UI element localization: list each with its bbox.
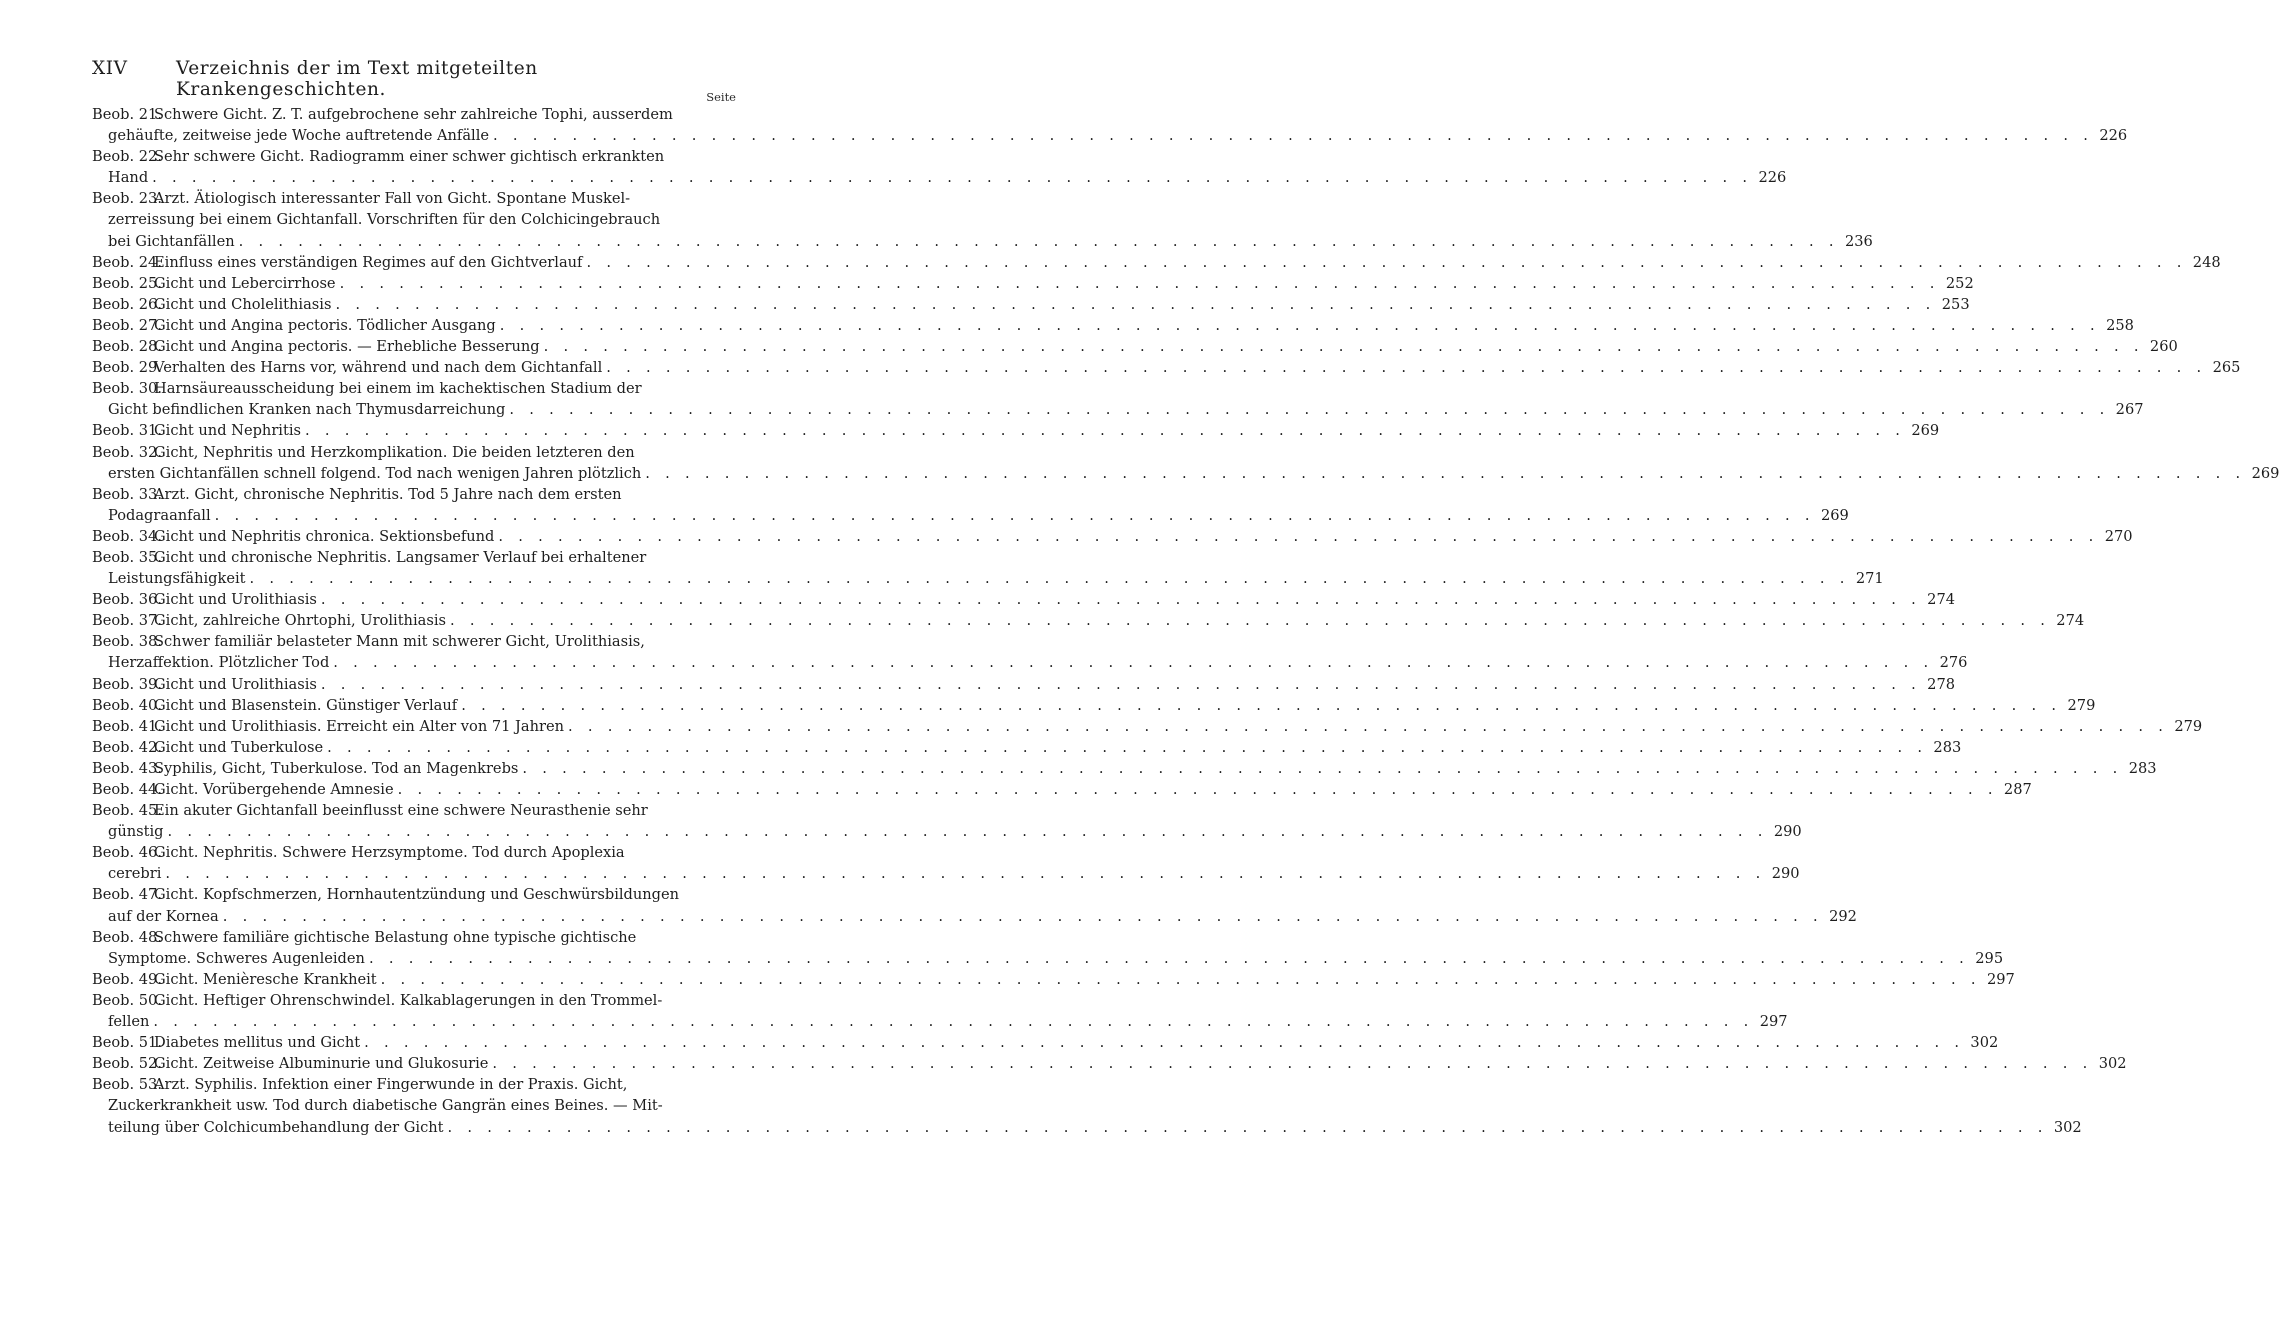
- entry-line: [92, 716, 2203, 737]
- page-reference: 274: [1927, 591, 1956, 609]
- dot-leader: [540, 336, 2144, 357]
- case-description: Podagraanfall: [108, 506, 211, 524]
- case-number: Beob. 42.: [92, 738, 162, 756]
- entry-line: [92, 1095, 740, 1116]
- case-description: Ein akuter Gichtanfall beeinflusst eine schwere Neurasthenie sehr: [154, 802, 648, 820]
- dot-leader: [518, 758, 2122, 779]
- page-reference: 279: [2174, 717, 2203, 735]
- entry-line: [92, 652, 1968, 673]
- page-reference: 252: [1945, 274, 1974, 292]
- case-description: Gicht. Nephritis. Schwere Herzsymptome. Tod durch Apoplexia: [154, 844, 625, 862]
- dot-leader: [246, 568, 1850, 589]
- case-entry: [92, 357, 2241, 378]
- case-entry: [92, 378, 2144, 420]
- entry-line-body: [92, 674, 317, 695]
- entry-line: [92, 294, 1970, 315]
- case-number: Beob. 31.: [92, 422, 162, 440]
- case-number: Beob. 53.: [92, 1076, 162, 1094]
- dot-leader: [331, 294, 1935, 315]
- entry-line: [92, 526, 2133, 547]
- entry-line-body: [108, 1011, 149, 1032]
- case-description: Gicht. Vorübergehende Amnesie: [154, 781, 394, 798]
- case-description: Gicht und Urolithiasis: [154, 591, 317, 609]
- page-reference: 287: [2003, 781, 2032, 798]
- entry-line: [92, 273, 1974, 294]
- case-number: Beob. 24.: [92, 253, 162, 271]
- dot-leader: [336, 273, 1940, 294]
- case-description: Schwere Gicht. Z. T. aufgebrochene sehr zahlreiche Tophi, ausserdem: [154, 106, 673, 123]
- entry-line: [92, 399, 2144, 420]
- case-description: Schwer familiär belasteter Mann mit schwerer Gicht, Urolithiasis,: [154, 633, 645, 651]
- entry-line: [92, 821, 1802, 842]
- dot-leader: [235, 231, 1839, 252]
- entry-line-body: [108, 1117, 444, 1138]
- entry-line: [92, 779, 2032, 800]
- entry-line-body: [92, 315, 496, 336]
- page-reference: 236: [1844, 232, 1873, 250]
- entry-line-body: [108, 821, 164, 842]
- case-number: Beob. 45.: [92, 802, 162, 820]
- page-reference: 269: [1911, 422, 1940, 440]
- case-description: auf der Kornea: [108, 907, 219, 925]
- case-number: Beob. 30.: [92, 380, 162, 398]
- page-reference: 271: [1855, 570, 1884, 588]
- case-description: Gicht und Lebercirrhose: [154, 274, 336, 292]
- case-description: bei Gichtanfällen: [108, 232, 235, 250]
- case-number: Beob. 47.: [92, 886, 162, 904]
- case-entry: [92, 779, 2032, 800]
- case-entry: [92, 273, 1974, 294]
- dot-leader: [329, 652, 1933, 673]
- entry-line: [92, 167, 1787, 188]
- entry-line: [92, 589, 1956, 610]
- page-reference: 270: [2104, 527, 2133, 545]
- case-description: Hand: [108, 169, 149, 187]
- page-reference: 265: [2212, 359, 2241, 377]
- case-number: Beob. 39.: [92, 675, 162, 693]
- page-reference: 258: [2106, 316, 2134, 334]
- entry-line: [92, 420, 1940, 441]
- entry-line: [92, 231, 1873, 252]
- page-reference: 283: [1933, 738, 1962, 756]
- entry-line-body: [92, 357, 602, 378]
- dot-leader: [488, 1053, 2092, 1074]
- dot-leader: [394, 779, 1998, 800]
- entry-line-body: [108, 652, 329, 673]
- entry-line: [92, 125, 2128, 146]
- entry-line: [92, 906, 1857, 927]
- case-number: Beob. 33.: [92, 485, 162, 503]
- entry-line: [92, 674, 1956, 695]
- dot-leader: [317, 589, 1921, 610]
- dot-leader: [494, 526, 2098, 547]
- case-number: Beob. 23.: [92, 190, 162, 208]
- dot-leader: [161, 863, 1765, 884]
- dot-leader: [444, 1117, 2048, 1138]
- case-number: Beob. 43.: [92, 759, 162, 777]
- entry-line-body: [108, 948, 365, 969]
- entry-line: [92, 758, 2157, 779]
- entry-line-body: [92, 716, 564, 737]
- case-description: Gicht und Blasenstein. Günstiger Verlauf: [154, 696, 458, 714]
- dot-leader: [164, 821, 1768, 842]
- entry-line-body: [92, 758, 518, 779]
- dot-leader: [496, 315, 2100, 336]
- entry-line: [92, 969, 2015, 990]
- entry-line: [92, 1053, 2127, 1074]
- case-number: Beob. 37.: [92, 612, 162, 630]
- case-entry: [92, 610, 2085, 631]
- dot-leader: [505, 399, 2109, 420]
- case-number: Beob. 28.: [92, 338, 162, 356]
- entry-line-body: [92, 589, 317, 610]
- case-description: cerebri: [108, 865, 162, 883]
- case-number: Beob. 25.: [92, 274, 162, 292]
- entry-line: [92, 547, 740, 568]
- case-entry: [92, 758, 2157, 779]
- case-description: Gicht und Angina pectoris. Tödlicher Ausgang: [154, 316, 496, 334]
- case-entry: [92, 716, 2203, 737]
- case-entry: [92, 336, 2178, 357]
- page-reference: 297: [1986, 970, 2015, 988]
- entry-line-body: [108, 863, 161, 884]
- entry-line-body: [108, 568, 246, 589]
- entry-line: [92, 927, 740, 948]
- case-description: Gicht und Tuberkulose: [154, 738, 324, 756]
- page-reference: 276: [1939, 654, 1968, 672]
- entry-line-body: [92, 1053, 488, 1074]
- case-description: teilung über Colchicumbehandlung der Gicht: [108, 1118, 444, 1136]
- entry-line: [92, 631, 740, 652]
- case-number: Beob. 22.: [92, 148, 162, 166]
- case-description: Gicht und Urolithiasis. Erreicht ein Alter von 71 Jahren: [154, 717, 565, 735]
- case-number: Beob. 29.: [92, 359, 162, 377]
- case-description: Gicht und Nephritis: [154, 422, 301, 440]
- entry-line-body: [92, 273, 336, 294]
- page-reference: 302: [2098, 1055, 2127, 1073]
- dot-leader: [377, 969, 1981, 990]
- page-reference: 283: [2128, 759, 2157, 777]
- case-entry: [92, 1074, 2082, 1137]
- case-description: Gicht befindlichen Kranken nach Thymusdarreichung: [108, 401, 506, 419]
- entry-line: [92, 484, 740, 505]
- page-reference: 267: [2115, 401, 2144, 419]
- case-description: Symptome. Schweres Augenleiden: [108, 949, 365, 967]
- case-entry: [92, 589, 1956, 610]
- page-reference: 278: [1927, 675, 1956, 693]
- case-number: Beob. 49.: [92, 970, 162, 988]
- case-description: Gicht. Heftiger Ohrenschwindel. Kalkablagerungen in den Trommel-: [154, 991, 663, 1009]
- case-number: Beob. 26.: [92, 295, 162, 313]
- entry-line-body: [108, 505, 211, 526]
- entry-line-body: [92, 526, 494, 547]
- page-reference: 274: [2056, 612, 2085, 630]
- page-reference: 279: [2067, 696, 2096, 714]
- page-reference: 248: [2192, 253, 2221, 271]
- case-description: Arzt. Gicht, chronische Nephritis. Tod 5 Jahre nach dem ersten: [154, 485, 622, 503]
- case-number: Beob. 50.: [92, 991, 162, 1009]
- entry-line: [92, 737, 1962, 758]
- case-description: Gicht und chronische Nephritis. Langsamer Verlauf bei erhaltener: [154, 548, 647, 566]
- case-entry: [92, 547, 1884, 589]
- entry-line-body: [92, 969, 377, 990]
- case-entry: [92, 842, 1800, 884]
- case-entry: [92, 1032, 1999, 1053]
- page-reference: 269: [1820, 506, 1849, 524]
- dot-leader: [457, 695, 2061, 716]
- entry-line-body: [92, 779, 394, 800]
- entry-line: [92, 209, 740, 230]
- entry-line-body: [92, 1032, 360, 1053]
- case-entry: [92, 294, 1970, 315]
- page-title: Verzeichnis der im Text mitgeteilten Krankengeschichten.: [176, 58, 538, 100]
- case-number: Beob. 52.: [92, 1055, 162, 1073]
- case-number: Beob. 48.: [92, 928, 162, 946]
- case-description: Harnsäureausscheidung bei einem im kachektischen Stadium der: [154, 380, 642, 398]
- page-reference: 295: [1975, 949, 2004, 967]
- case-entry: [92, 188, 1873, 251]
- case-list: [92, 104, 2279, 1138]
- case-number: Beob. 32.: [92, 443, 162, 461]
- case-description: Arzt. Ätiologisch interessanter Fall von Gicht. Spontane Muskel-: [154, 190, 631, 208]
- case-number: Beob. 27.: [92, 316, 162, 334]
- dot-leader: [149, 1011, 1753, 1032]
- case-description: Gicht und Urolithiasis: [154, 675, 317, 693]
- case-description: Schwere familiäre gichtische Belastung ohne typische gichtische: [154, 928, 637, 946]
- case-entry: [92, 884, 1857, 926]
- entry-line: [92, 378, 740, 399]
- case-entry: [92, 484, 1849, 526]
- dot-leader: [582, 252, 2186, 273]
- case-description: Gicht, Nephritis und Herzkomplikation. Die beiden letzteren den: [154, 443, 635, 461]
- entry-line: [92, 336, 2178, 357]
- case-description: Gicht und Nephritis chronica. Sektionsbefund: [154, 527, 495, 545]
- dot-leader: [148, 167, 1752, 188]
- dot-leader: [211, 505, 1815, 526]
- case-description: ersten Gichtanfällen schnell folgend. Tod nach wenigen Jahren plötzlich: [108, 464, 642, 482]
- entry-line: [92, 990, 740, 1011]
- case-entry: [92, 315, 2134, 336]
- case-number: Beob. 34.: [92, 527, 162, 545]
- entry-line: [92, 1117, 2082, 1138]
- case-number: Beob. 38.: [92, 633, 162, 651]
- page-reference: 269: [2251, 464, 2279, 482]
- case-entry: [92, 420, 1940, 441]
- entry-line: [92, 1074, 740, 1095]
- page-column-label: Seite: [706, 90, 736, 104]
- entry-line: [92, 252, 2221, 273]
- page-reference: 226: [1758, 169, 1787, 187]
- case-entry: [92, 631, 1968, 673]
- dot-leader: [489, 125, 2093, 146]
- case-description: Herzaffektion. Plötzlicher Tod: [108, 654, 330, 672]
- entry-line-body: [92, 695, 457, 716]
- entry-line: [92, 568, 1884, 589]
- case-entry: [92, 104, 2128, 146]
- entry-line-body: [108, 231, 235, 252]
- case-number: Beob. 41.: [92, 717, 162, 735]
- page-reference: 297: [1759, 1013, 1788, 1031]
- case-entry: [92, 146, 1787, 188]
- dot-leader: [360, 1032, 1964, 1053]
- case-description: Zuckerkrankheit usw. Tod durch diabetische Gangrän eines Beines. — Mit-: [108, 1097, 663, 1115]
- dot-leader: [301, 420, 1905, 441]
- entry-line: [92, 104, 740, 125]
- entry-line: [92, 884, 740, 905]
- entry-line: [92, 315, 2134, 336]
- entry-line-body: [92, 420, 301, 441]
- case-number: Beob. 46.: [92, 844, 162, 862]
- case-entry: [92, 442, 2279, 484]
- case-description: Diabetes mellitus und Gicht: [154, 1034, 361, 1052]
- page-reference: 292: [1829, 907, 1857, 925]
- case-entry: [92, 927, 2004, 969]
- entry-line: [92, 442, 740, 463]
- dot-leader: [641, 463, 2245, 484]
- case-entry: [92, 969, 2015, 990]
- entry-line-body: [108, 125, 489, 146]
- case-number: Beob. 36.: [92, 591, 162, 609]
- case-description: günstig: [108, 823, 164, 841]
- case-description: Gicht und Cholelithiasis: [154, 295, 332, 313]
- case-entry: [92, 252, 2221, 273]
- entry-line: [92, 357, 2241, 378]
- case-description: Leistungsfähigkeit: [108, 570, 246, 588]
- case-number: Beob. 40.: [92, 696, 162, 714]
- case-number: Beob. 35.: [92, 548, 162, 566]
- dot-leader: [602, 357, 2206, 378]
- page-reference: 260: [2149, 338, 2178, 356]
- entry-line-body: [92, 737, 323, 758]
- entry-line-body: [92, 336, 540, 357]
- case-description: Gicht und Angina pectoris. — Erhebliche Besserung: [154, 338, 540, 356]
- entry-line: [92, 463, 2279, 484]
- case-description: Einfluss eines verständigen Regimes auf den Gichtverlauf: [154, 253, 583, 271]
- entry-line: [92, 863, 1800, 884]
- case-entry: [92, 737, 1962, 758]
- entry-line-body: [108, 463, 641, 484]
- case-description: Verhalten des Harns vor, während und nach dem Gichtanfall: [154, 359, 603, 377]
- case-entry: [92, 1053, 2127, 1074]
- case-description: Gicht, zahlreiche Ohrtophi, Urolithiasis: [154, 612, 446, 630]
- dot-leader: [365, 948, 1969, 969]
- page-reference: 253: [1941, 295, 1970, 313]
- case-description: Gicht. Menièresche Krankheit: [154, 970, 377, 988]
- case-description: gehäufte, zeitweise jede Woche auftretende Anfälle: [108, 127, 490, 145]
- case-entry: [92, 990, 1788, 1032]
- case-entry: [92, 800, 1802, 842]
- dot-leader: [219, 906, 1823, 927]
- entry-line: [92, 610, 2085, 631]
- dot-leader: [446, 610, 2050, 631]
- case-description: Gicht. Kopfschmerzen, Hornhautentzündung und Geschwürsbildungen: [154, 886, 680, 904]
- case-description: zerreissung bei einem Gichtanfall. Vorschriften für den Colchicingebrauch: [108, 211, 661, 229]
- entry-line-body: [108, 399, 505, 420]
- dot-leader: [323, 737, 1927, 758]
- case-description: Syphilis, Gicht, Tuberkulose. Tod an Magenkrebs: [154, 759, 519, 777]
- page-reference: 290: [1773, 823, 1802, 841]
- entry-line: [92, 505, 1849, 526]
- entry-line: [92, 188, 740, 209]
- case-number: Beob. 44.: [92, 781, 162, 798]
- case-description: Sehr schwere Gicht. Radiogramm einer schwer gichtisch erkrankten: [154, 148, 665, 166]
- dot-leader: [317, 674, 1921, 695]
- case-number: Beob. 51.: [92, 1034, 162, 1052]
- case-entry: [92, 695, 2096, 716]
- page-number: XIV: [92, 58, 128, 79]
- page-reference: 302: [2053, 1118, 2082, 1136]
- page-reference: 302: [1970, 1034, 1999, 1052]
- entry-line: [92, 842, 740, 863]
- dot-leader: [564, 716, 2168, 737]
- entry-line: [92, 1032, 1999, 1053]
- entry-line-body: [108, 906, 219, 927]
- entry-line: [92, 146, 740, 167]
- entry-line-body: [92, 294, 331, 315]
- entry-line-body: [92, 610, 446, 631]
- entry-line: [92, 695, 2096, 716]
- case-entry: [92, 674, 1956, 695]
- entry-line: [92, 948, 2004, 969]
- entry-line-body: [108, 167, 148, 188]
- entry-line: [92, 1011, 1788, 1032]
- case-entry: [92, 526, 2133, 547]
- case-number: Beob. 21.: [92, 106, 162, 123]
- case-description: Gicht. Zeitweise Albuminurie und Glukosurie: [154, 1055, 489, 1073]
- case-description: Arzt. Syphilis. Infektion einer Fingerwunde in der Praxis. Gicht,: [154, 1076, 628, 1094]
- entry-line: [92, 800, 740, 821]
- page-reference: 226: [2099, 127, 2128, 145]
- page-reference: 290: [1771, 865, 1800, 883]
- case-description: fellen: [108, 1013, 150, 1031]
- entry-line-body: [92, 252, 582, 273]
